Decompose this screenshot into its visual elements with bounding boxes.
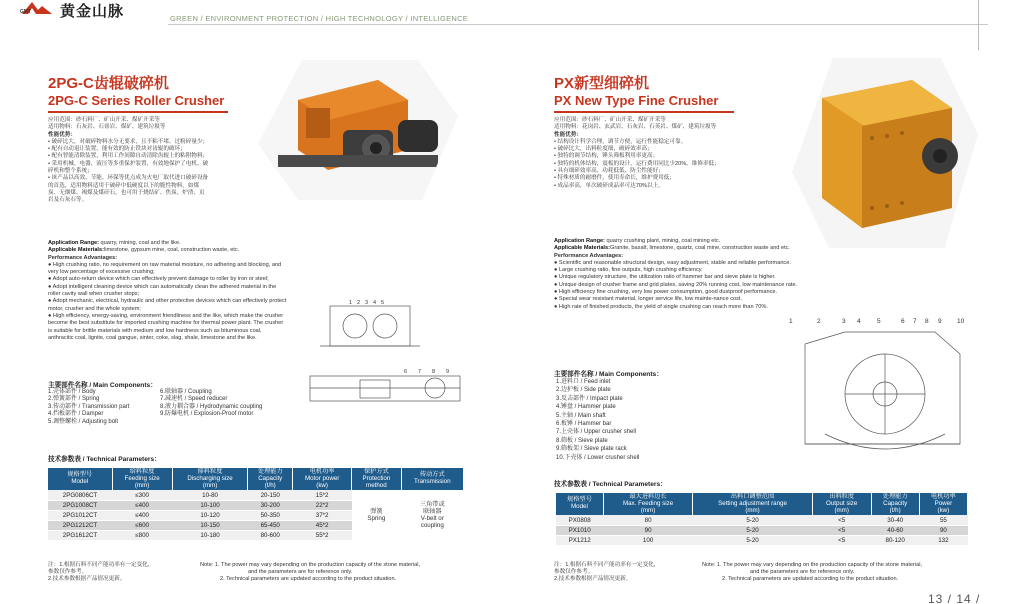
fine-crusher-schematic-drawing [785,314,975,464]
component-item: 2.边护板 / Side plate [556,387,611,394]
diagram-num: 3 [365,300,369,306]
diagram-num: 7 [418,369,422,375]
table-cell: PX0808 [556,515,603,525]
table-cell: 50-350 [248,510,293,520]
component-item: 5.主轴 / Main shaft [556,412,606,419]
table-cell: ≤300 [112,490,172,500]
left-en-line: ● High efficiency, energy-saving, environment friendliness and the like, which make the crusher become the best substitute for imported crushing machine for thermal power plant. The crusher is suitable for brittle materials with medium and low hardness such as bituminous coal, anthracitic coal, lignite, coal gangue, sinter, coke, slag, shale, limestone and the like. [48,312,284,341]
component-item: 1.壳体部件 / Body [48,389,96,395]
note-line: 2. Technical parameters are updated according to the product situation. [722,576,899,582]
table-cell: 2PG1212CT [48,520,112,530]
note-line: 注：1.根据石料不同产能功率有一定变化， [48,562,154,568]
right-components-list [556,378,639,462]
left-en-perf: Performance Advantages: [48,254,118,261]
table-cell: 10-100 [172,500,248,510]
right-en-line: ● High rate of finished products, the yield of single crushing can reach more than 70%. [554,303,768,310]
right-tech-table [556,493,968,546]
fine-crusher-illustration [792,58,978,248]
diagram-num: 2 [357,300,361,306]
right-cn-description [554,117,784,190]
left-cn-line: 炭、无烟煤、褐煤及煤矸石，也可用于烧结矿、焦炭、炉渣、页 [48,189,205,196]
left-en-mat: Applicable Materials:limestone, gypsum mine, coal, construction waste, etc. [48,247,240,254]
left-tech-table [48,468,464,541]
table-cell: ≤600 [112,520,172,530]
table-cell: 20-150 [248,490,293,500]
component-item: 8.液力耦合器 / Hydrodynamic coupling [160,403,263,410]
left-title-en: 2PG-C Series Roller Crusher [48,93,225,108]
right-title-cn: PX新型细碎机 [554,75,650,92]
table-cell: 15*2 [293,490,352,500]
table-cell: 22*2 [293,500,352,510]
right-title-en: PX New Type Fine Crusher [554,93,719,108]
component-item: 2.弹簧部件 / Spring [48,396,100,403]
table-header-row [48,468,464,490]
diagram-num: 5 [381,300,385,306]
left-cn-line: 适用物料：石灰岩、石膏岩、煤矿、建筑垃圾等 [48,124,166,131]
roller-crusher-image [258,60,458,200]
col-header: 保护方式 Protection method [352,468,401,490]
table-row [48,490,464,500]
diagram-num: 7 [913,318,917,325]
component-item: 5.调整螺栓 / Adjusting bolt [48,418,119,425]
table-cell: 40-60 [871,525,919,535]
table-cell: 55 [919,515,967,525]
note-line: Note: 1. The power may vary depending on the production capacity of the stone material, [702,562,923,568]
component-item: 9.筛板架 / Sieve plate rack [556,446,627,453]
col-header: 出料粒度 Output size (mm) [812,493,871,515]
table-row [556,525,968,535]
diagram-num: 5 [877,318,881,325]
right-cn-line: • 独特的机体结构，震板的设计，运行费用同比少20%，维修率低； [554,160,720,167]
note-line: Note: 1. The power may vary depending on the production capacity of the stone material, [200,562,421,568]
diagram-num: 6 [901,318,905,325]
left-en-app: Application Range: quarry, mining, coal and the like. [48,240,181,246]
table-cell: ≤800 [112,530,172,540]
left-cn-line: 性能优势： [48,131,76,138]
left-cn-line: 的首选，适用物料适用于破碎中低硬度以下的脆性物料，如煤 [48,182,200,189]
note-line: and the parameters are for reference only. [750,569,855,575]
table-cell: 30-200 [248,500,293,510]
table-cell: 2PG1008CT [48,500,112,510]
table-cell: 132 [919,535,967,545]
header-divider [168,24,988,25]
left-cn-line: • 配有智能清除装置，利用工作间隙自动清除齿辊上的粘附物料； [48,153,209,160]
col-header: 规格型号 Model [48,468,112,490]
table-cell: <5 [812,525,871,535]
component-item: 7.减速机 / Speed reducer [160,396,228,403]
component-item: 8.筛板 / Sieve plate [556,437,608,444]
table-cell: 90 [603,525,692,535]
diagram-num: 4 [857,318,861,325]
right-cn-line: 性能优势： [554,131,582,138]
table-header-row [556,493,968,515]
component-item: 3.传动部件 / Transmission part [48,403,130,410]
col-header: 传动方式 Transmission [401,468,463,490]
right-en-description [554,238,812,311]
right-components-heading: 主要部件名称 / Main Components： [554,371,663,378]
left-cn-line: 碎机和整个系统； [48,168,93,175]
fine-crusher-schematic [785,314,975,464]
table-cell: 65-450 [248,520,293,530]
table-cell: 2PG1012CT [48,510,112,520]
diagram-num: 1 [349,300,353,306]
table-cell: 5-20 [693,525,813,535]
col-header: 电机功率 Power (kw) [919,493,967,515]
left-components-col1 [48,389,129,426]
table-cell: 5-20 [693,515,813,525]
note-line: 2.技术参数根据产品情况更新。 [554,576,632,582]
brand-sub: GMT [20,9,32,15]
component-item: 3.反击部件 / Impact plate [556,395,623,402]
diagram-num: 9 [446,369,450,375]
left-title-block [48,72,224,108]
page-number: 13 / 14 / [928,592,981,604]
left-cn-line: 岩及石灰石等。 [48,197,88,204]
right-note-en [702,562,922,583]
table-cell: 2PG1612CT [48,530,112,540]
left-cn-line: • 该产品以高效、节能、环保等优点成为火电厂取代进口破碎设备 [48,175,209,182]
diagram-num: 10 [957,318,965,325]
component-item: 4.锤盘 / Hammer plate [556,404,616,411]
col-header: 给料粒度 Feeding size (mm) [112,468,172,490]
left-cn-description [48,117,248,205]
right-cn-line: • 破碎比大，出料粒度细，破碎效率高； [554,146,653,153]
right-en-mat: Applicable Materials:Granite, basalt, limestone, quartz, coal mine, construction waste and etc. [554,245,790,252]
table-cell: 45*2 [293,520,352,530]
right-en-line: ● Special wear resistant material, longer service life, low mainte-nance cost. [554,296,743,303]
component-item: 6.联轴器 / Coupling [160,389,212,395]
table-row [556,515,968,525]
roller-crusher-schematic-drawing [300,296,470,416]
left-components-col2 [160,389,262,419]
diagram-num: 9 [938,318,942,325]
table-cell: 90 [919,525,967,535]
diagram-num: 3 [842,318,846,325]
component-item: 10.下壳体 / Lower crusher shell [556,454,640,461]
diagram-num: 4 [373,300,377,306]
left-title-underline [48,111,228,113]
right-en-perf: Performance Advantages: [554,252,624,259]
table-cell: <5 [812,515,871,525]
table-cell: 100 [603,535,692,545]
right-cn-line: • 成品率高，单次破碎成品率可达70%以上。 [554,182,664,189]
note-line: 参数仅作参考。 [48,569,88,575]
note-line: 2. Technical parameters are updated according to the product situation. [220,576,397,582]
left-note-en [200,562,420,583]
table-cell: 10-180 [172,530,248,540]
table-cell: 80-120 [871,535,919,545]
table-cell: PX1010 [556,525,603,535]
left-en-line: ● Adopt mechanic, electrical, hydraulic and other protective devices which can effectively protect motor, crusher and the whole system; [48,298,287,312]
diagram-num: 1 [789,318,793,325]
table-cell: 30-40 [871,515,919,525]
table-cell: <5 [812,535,871,545]
right-title-block [554,72,718,108]
table-cell: 10-120 [172,510,248,520]
roller-crusher-schematic [300,296,470,416]
note-line: 2.技术参数根据产品情况更新。 [48,576,126,582]
note-line: 注：1.根据石料不同产能功率有一定变化， [554,562,660,568]
protection-cell: 弹簧 Spring [352,490,401,540]
col-header: 处理能力 Capacity (t/h) [871,493,919,515]
table-cell: 2PG0806CT [48,490,112,500]
col-header: 最大进料边长 Max. Feeding size (mm) [603,493,692,515]
col-header: 规格型号 Model [556,493,603,515]
table-cell: 5-20 [693,535,813,545]
roller-crusher-illustration [258,60,458,200]
table-cell: ≤400 [112,510,172,520]
left-cn-line: 应用范围：砂石料厂、矿山开采、煤矿开采等 [48,117,160,123]
right-cn-line: • 特殊材质的耐磨件，使用寿命长，维护费用低； [554,175,675,182]
right-cn-line: • 具有细碎效率高、功耗低低、防尘性能好； [554,168,664,175]
right-cn-line: • 结构设计科学合理，调节方便，运行性能稳定可靠。 [554,138,687,145]
right-en-line: ● Large crushing ratio, fine outputs, high crushing efficiency. [554,267,703,274]
component-item: 7.上壳体 / Upper crusher shell [556,429,637,436]
col-header: 排料粒度 Discharging size (mm) [172,468,248,490]
right-en-line: ● Unique regulatory structure, the utilization ratio of hammer bar and sieve plate is higher. [554,274,776,281]
component-item: 4.挡板部件 / Damper [48,411,104,418]
left-tech-heading: 技术参数表 / Technical Parameters： [48,456,161,463]
table-cell: 10-80 [172,490,248,500]
col-header: 处理能力 Capacity (t/h) [248,468,293,490]
left-cn-line: • 采用机械、电器、液压等多重保护装置，有效地保护了电机、破 [48,160,209,167]
right-note-cn [554,562,659,583]
table-row [556,535,968,545]
col-header: 电机功率 Motor power (kw) [293,468,352,490]
right-en-app: Application Range: quarry crushing plant, mining, coal mining etc. [554,238,721,244]
left-components-heading: 主要部件名称 / Main Components： [48,382,157,389]
component-item: 6.板锤 / Hammer bar [556,421,612,428]
right-en-line: ● Unique design of crusher frame and grid plates, saving 20% running cost, low maintenance rate. [554,281,798,288]
left-en-line: ● Adopt intelligent cleaning device which can automatically clean the adhered material in the roller cavity wall when crusher stops; [48,283,277,298]
header-tagline: GREEN / ENVIRONMENT PROTECTION / HIGH TECHNOLOGY / INTELLIGENCE [170,14,469,23]
right-cn-line: • 独特的调节结构，锤头筛板利用率更高； [554,153,659,160]
left-en-description [48,240,288,342]
left-en-line: ● Adopt auto-return device which can effectively prevent damage to roller by iron or steel; [48,276,269,283]
fine-crusher-image [792,58,978,248]
left-cn-line: • 配有自动退让装置，能有效的防止铁块对齿辊的破坏； [48,146,186,153]
diagram-num: 2 [817,318,821,325]
right-title-underline [554,111,734,113]
diagram-num: 8 [925,318,929,325]
brand-name: 黄金山脉 [60,3,125,20]
right-tech-heading: 技术参数表 / Technical Parameters： [554,481,667,488]
diagram-num: 8 [432,369,436,375]
table-cell: PX1212 [556,535,603,545]
col-header: 出料口调整范围 Setting adjustment range (mm) [693,493,813,515]
left-en-line: ● High crushing ratio, no requirement on raw material moisture, no adhering and blocking, and very low percentage of excessive crushing; [48,261,282,276]
left-cn-line: • 破碎比大，对破碎物料水分无要求，且不粘不堵、过粉碎量少； [48,138,209,145]
table-cell: 55*2 [293,530,352,540]
corner-frame [978,0,1018,50]
right-en-line: ● High efficiency fine crushing, very low power consumption, good dustproof performance. [554,289,778,296]
table-cell: ≤400 [112,500,172,510]
component-item: 1.进料口 / Feed inlet [556,379,611,385]
diagram-num: 6 [404,369,408,375]
note-line: 参数仅作参考。 [554,569,594,575]
left-title-cn: 2PG-C齿辊破碎机 [48,75,169,92]
table-cell: 37*2 [293,510,352,520]
left-note-cn [48,562,153,583]
table-cell: 80 [603,515,692,525]
note-line: and the parameters are for reference only. [248,569,353,575]
right-cn-line: 适用物料：花岗岩、玄武岩、石灰岩、石英岩、煤矿、建筑垃圾等 [554,124,717,131]
component-item: 9.防爆电机 / Explosion-Proof motor [160,411,254,418]
right-cn-line: 应用范围：砂石料厂、矿山开采、煤矿开采等 [554,117,666,123]
transmission-cell: 三角带或 联轴器 V-belt or coupling [401,490,463,540]
right-en-line: ● Scientific and reasonable structural design, easy adjustment, stable and reliable performance. [554,259,791,266]
table-cell: 10-150 [172,520,248,530]
table-cell: 80-600 [248,530,293,540]
